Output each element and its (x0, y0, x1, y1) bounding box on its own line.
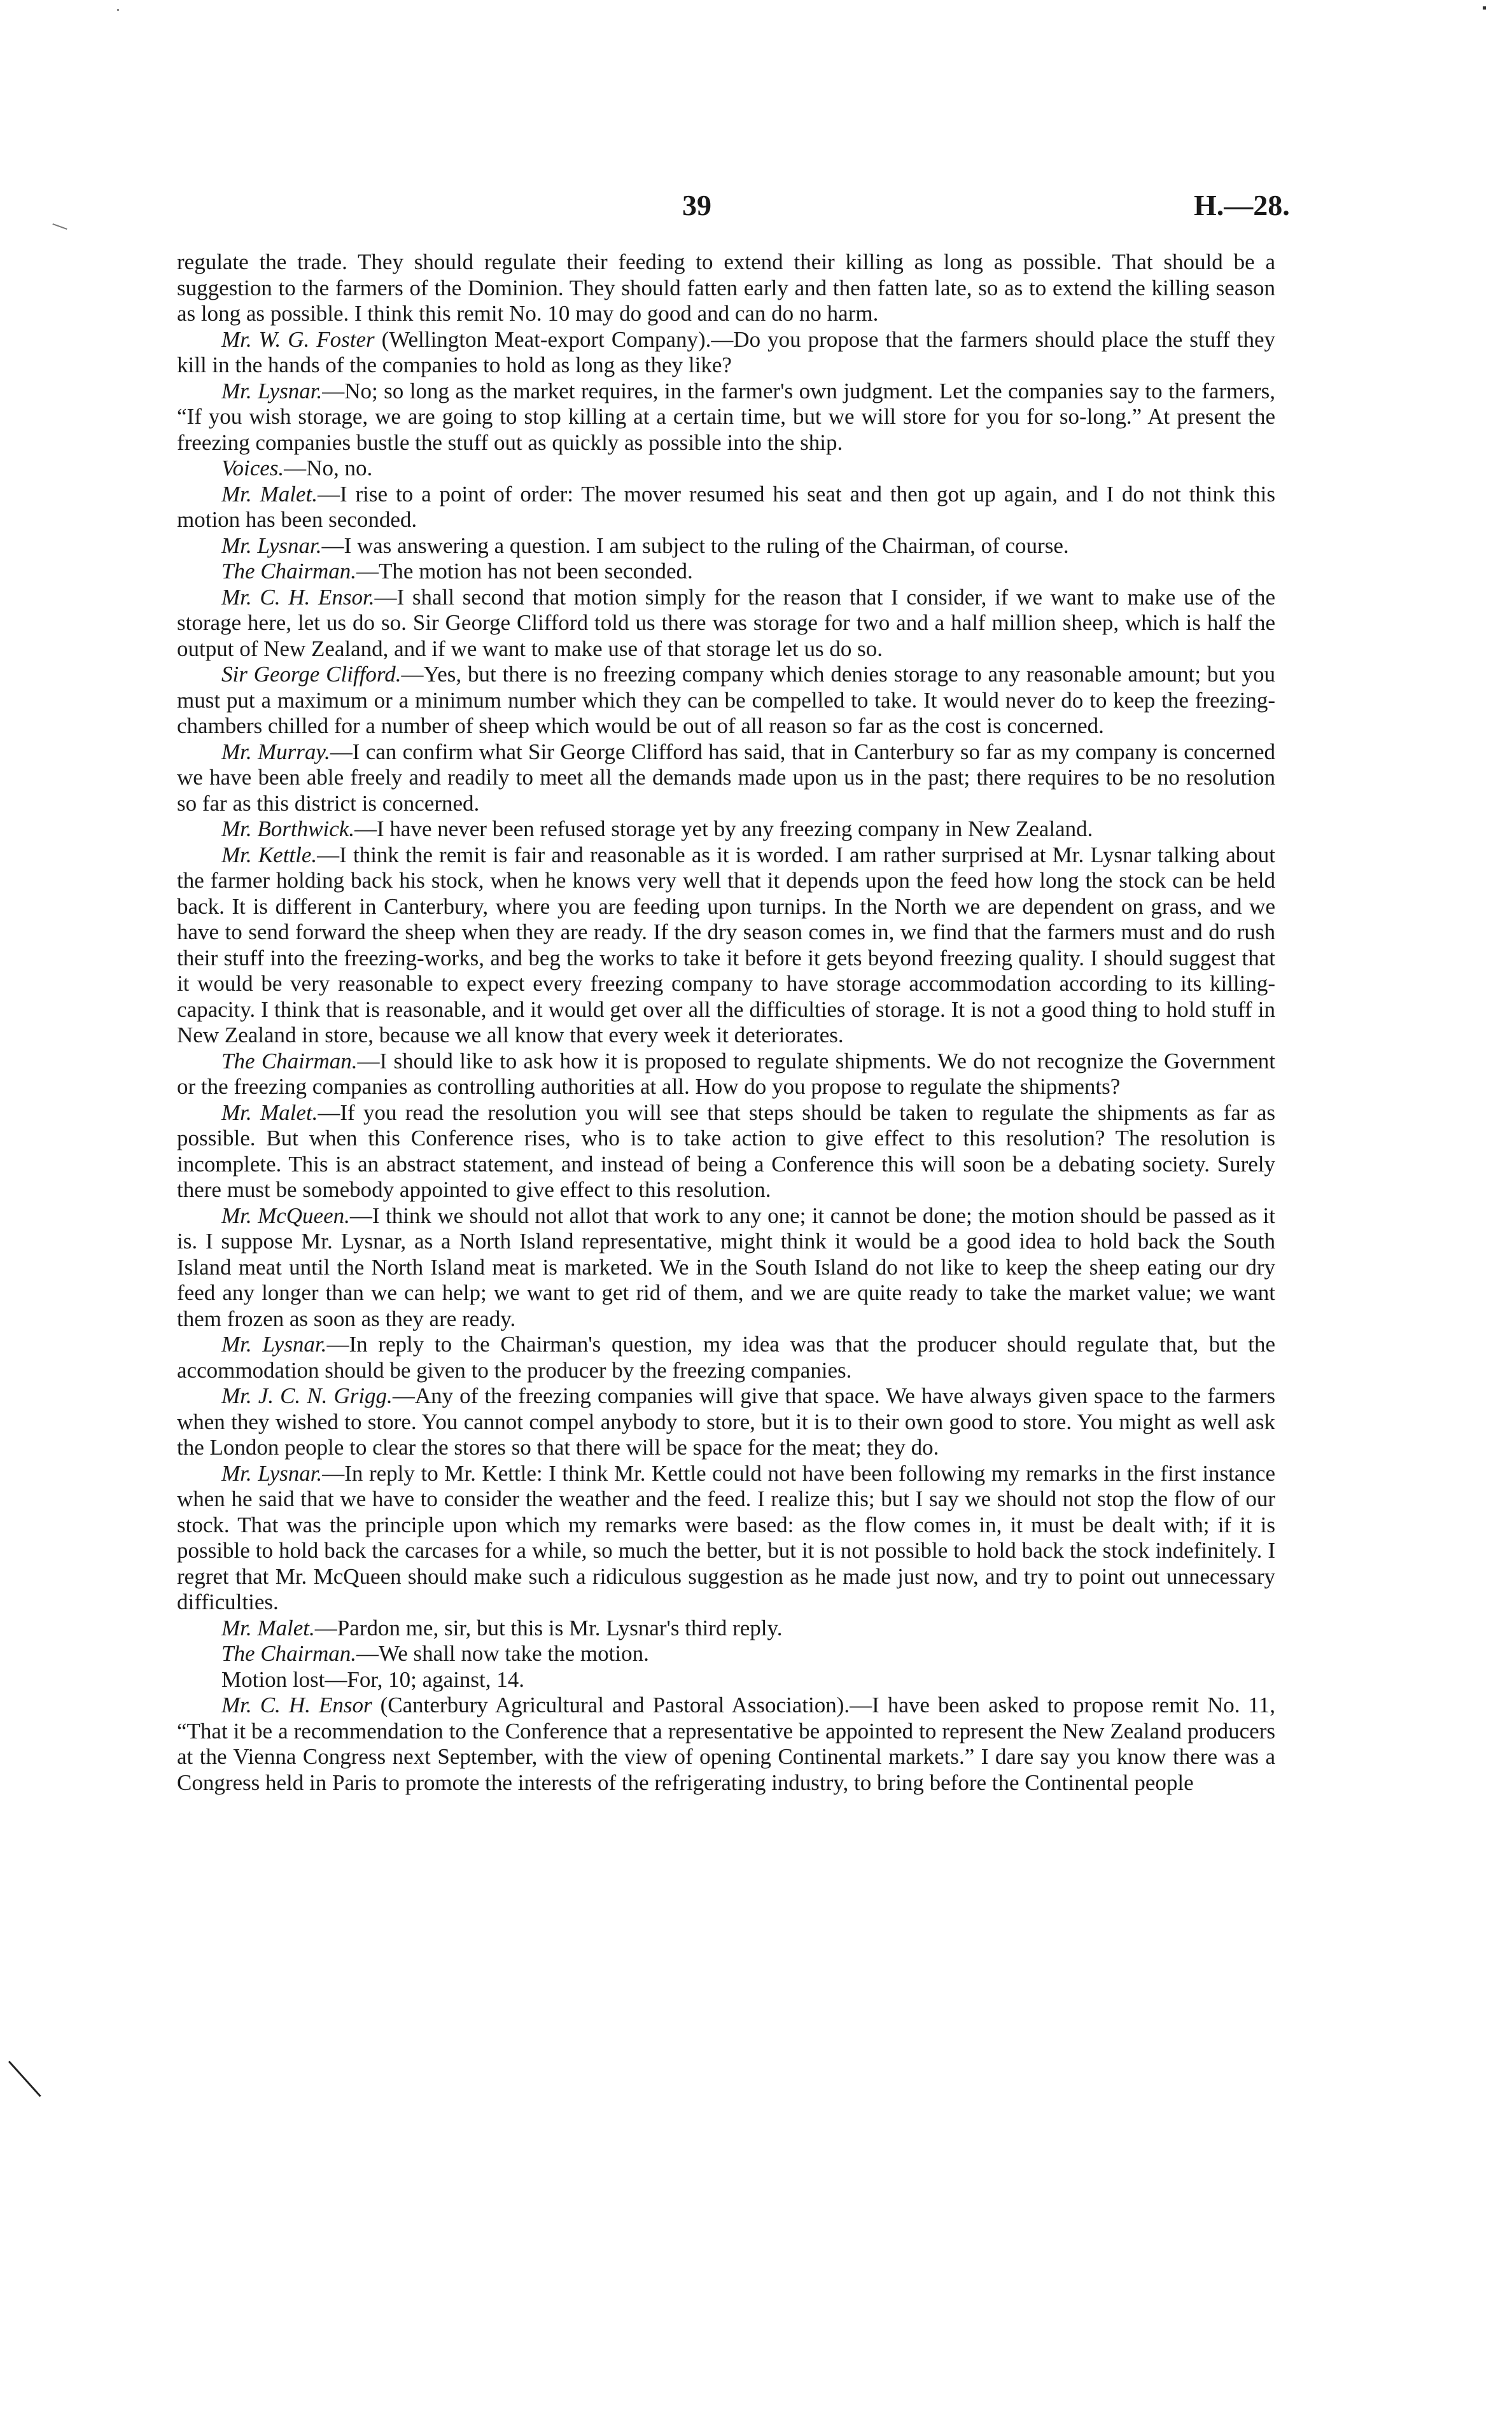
paragraph (177, 739, 1275, 817)
paragraph-text: —We shall now take the motion. (356, 1641, 649, 1666)
paragraph (177, 1383, 1275, 1461)
page-number: 39 (682, 189, 711, 221)
speaker-name: Mr. Malet. (221, 1615, 315, 1640)
speaker-name: Mr. McQueen. (221, 1203, 350, 1228)
speaker-name: The Chairman. (221, 1641, 356, 1666)
speaker-name: Mr. W. G. Foster (221, 326, 375, 352)
paragraph (177, 482, 1275, 533)
speaker-name: The Chairman. (221, 559, 356, 584)
speaker-name: Mr. C. H. Ensor (221, 1693, 372, 1717)
document-reference: H.—28. (1194, 189, 1290, 221)
speaker-name: Sir George Clifford. (221, 662, 402, 687)
scan-speck (117, 9, 119, 11)
speaker-name: The Chairman. (221, 1048, 358, 1073)
paragraph-text: —Yes, but there is no freezing company which denies storage to any reasonable amount; but you must put a maximum or a minimum number which they can be compelled to take. It would never do to keep the freezing-chambers chilled for a number of sheep which would be out of all reason so far as the cost is concerned. (177, 662, 1275, 738)
paragraph-text: —I think we should not allot that work to any one; it cannot be done; the motion should be passed as it is. I suppose Mr. Lysnar, as a North Island representative, might think it would be a good idea to hold back the South Island meat until the North Island meat is marketed. We in the South Island do not like to keep the sheep eating our dry feed any longer than we can help; we want to get rid of them, and we are quite ready to take the market value; we want them frozen as soon as they are ready. (177, 1203, 1275, 1331)
paragraph (177, 1461, 1275, 1616)
scan-speck (1483, 6, 1486, 10)
paragraph-text: (Wellington Meat-export Company).—Do you propose that the farmers should place the stuff they kill in the hands of the companies to hold as long as they like? (177, 326, 1275, 377)
speaker-name: Mr. Lysnar. (221, 1332, 327, 1357)
paragraph (177, 1693, 1275, 1796)
paragraph-text: —I shall second that motion simply for the reason that I consider, if we want to make use of the storage here, let us do so. Sir George Clifford told us there was storage for two and a half million sheep, which is half the output of New Zealand, and if we want to make use of that storage let us do so. (177, 584, 1275, 661)
paragraph (177, 559, 1275, 585)
speaker-name: Mr. J. C. N. Grigg. (221, 1383, 393, 1408)
speaker-name: Mr. Lysnar. (221, 1460, 323, 1486)
paragraph-text: —The motion has not been seconded. (356, 559, 693, 584)
speaker-name: Mr. Murray. (221, 739, 330, 764)
paragraph-text: Motion lost—For, 10; against, 14. (221, 1667, 524, 1692)
paragraph (177, 1203, 1275, 1332)
margin-mark (52, 223, 67, 230)
paragraph (177, 585, 1275, 662)
paragraph-text: —No, no. (284, 456, 373, 480)
paragraph-text: —If you read the resolution you will see that steps should be taken to regulate the shipments as far as possible. But when this Conference rises, who is to take action to give effect to this resolution? The resolution is incomplete. This is an abstract statement, and instead of being a Conference this will soon be a debating society. Surely there must be somebody appointed to give effect to this resolution. (177, 1100, 1275, 1202)
margin-mark (8, 2060, 41, 2097)
paragraph (177, 1667, 1275, 1693)
speaker-name: Voices. (221, 456, 284, 480)
paragraph-text: —No; so long as the market requires, in the farmer's own judgment. Let the companies say to the farmers, “If you wish storage, we are going to stop killing at a certain time, but we will store for you for so-long.” At present the freezing companies bustle the stuff out as quickly as possible into the ship. (177, 378, 1275, 455)
paragraph (177, 662, 1275, 739)
speaker-name: Mr. Malet. (221, 1100, 318, 1125)
paragraph-text: —In reply to Mr. Kettle: I think Mr. Kettle could not have been following my remarks in the first instance when he said that we have to consider the weather and the feed. I realize this; but I say we should not stop the flow of our stock. That was the principle upon which my remarks were based: as the flow comes in, it must be dealt with; if it is possible to hold back the carcases for a while, so much the better, but it is not possible to hold back the stock indefinitely. I regret that Mr. McQueen should make such a ridiculous suggestion as he made just now, and try to point out unnecessary difficulties. (177, 1460, 1275, 1614)
paragraph (177, 816, 1275, 842)
body-text (177, 249, 1275, 1796)
paragraph (177, 533, 1275, 559)
paragraph (177, 379, 1275, 456)
paragraph-text: —Any of the freezing companies will give that space. We have always given space to the farmers when they wished to store. You cannot compel anybody to store, but it is to their own good to store. You might as well ask the London people to clear the stores so that there will be space for the meat; they do. (177, 1383, 1275, 1460)
paragraph (177, 1049, 1275, 1100)
paragraph (177, 327, 1275, 379)
speaker-name: Mr. Lysnar. (221, 533, 322, 558)
paragraph-text: —I rise to a point of order: The mover resumed his seat and then got up again, and I do not think this motion has been seconded. (177, 481, 1275, 532)
paragraph (177, 1616, 1275, 1642)
speaker-name: Mr. C. H. Ensor. (221, 584, 375, 610)
speaker-name: Mr. Borthwick. (221, 816, 355, 841)
paragraph-text: —I should like to ask how it is proposed to regulate shipments. We do not recognize the Government or the freezing companies as controlling authorities at all. How do you propose to regulate the shipments? (177, 1048, 1275, 1099)
paragraph-text: —I have never been refused storage yet by any freezing company in New Zealand. (354, 816, 1093, 841)
speaker-name: Mr. Malet. (221, 481, 318, 507)
paragraph-text: regulate the trade. They should regulate their feeding to extend their killing as long as possible. That should be a suggestion to the farmers of the Dominion. They should fatten early and then fatten late, so as to extend the killing season as long as possible. I think this remit No. 10 may do good and can do no harm. (177, 249, 1275, 326)
paragraph (177, 1641, 1275, 1667)
paragraph (177, 1332, 1275, 1383)
paragraph-text: —In reply to the Chairman's question, my idea was that the producer should regulate that, but the accommodation should be given to the producer by the freezing companies. (177, 1332, 1275, 1383)
paragraph-text: —Pardon me, sir, but this is Mr. Lysnar's third reply. (314, 1615, 783, 1640)
paragraph (177, 1100, 1275, 1203)
speaker-name: Mr. Lysnar. (221, 378, 323, 403)
paragraph-text: —I was answering a question. I am subject to the ruling of the Chairman, of course. (321, 533, 1069, 558)
paragraph-text: (Canterbury Agricultural and Pastoral Association).—I have been asked to propose remit No. 11, “That it be a recommendation to the Conference that a representative be appointed to represent the New Zealand producers at the Vienna Congress next September, with the view of opening Continental markets.” I dare say you know there was a Congress held in Paris to promote the interests of the refrigerating industry, to bring before the Continental people (177, 1693, 1275, 1795)
paragraph-text: —I can confirm what Sir George Clifford has said, that in Canterbury so far as my company is concerned we have been able freely and readily to meet all the demands made upon us in the past; there requires to be no resolution so far as this district is concerned. (177, 739, 1275, 816)
paragraph (177, 842, 1275, 1049)
paragraph (177, 456, 1275, 482)
paragraph-text: —I think the remit is fair and reasonable as it is worded. I am rather surprised at Mr. Lysnar talking about the farmer holding back his stock, when he knows very well that it depends upon the feed how long the stock can be held back. It is different in Canterbury, where you are feeding upon turnips. In the North we are dependent on grass, and we have to send forward the sheep when they are ready. If the dry season comes in, we find that the farmers must and do rush their stuff into the freezing-works, and beg the works to take it before it gets beyond freezing quality. I should suggest that it would be very reasonable to expect every freezing company to have storage accommodation according to its killing-capacity. I think that is reasonable, and it would get over all the difficulties of storage. It is not a good thing to hold stuff in New Zealand in store, because we all know that every week it deteriorates. (177, 842, 1275, 1047)
paragraph (177, 249, 1275, 327)
speaker-name: Mr. Kettle. (221, 842, 318, 867)
